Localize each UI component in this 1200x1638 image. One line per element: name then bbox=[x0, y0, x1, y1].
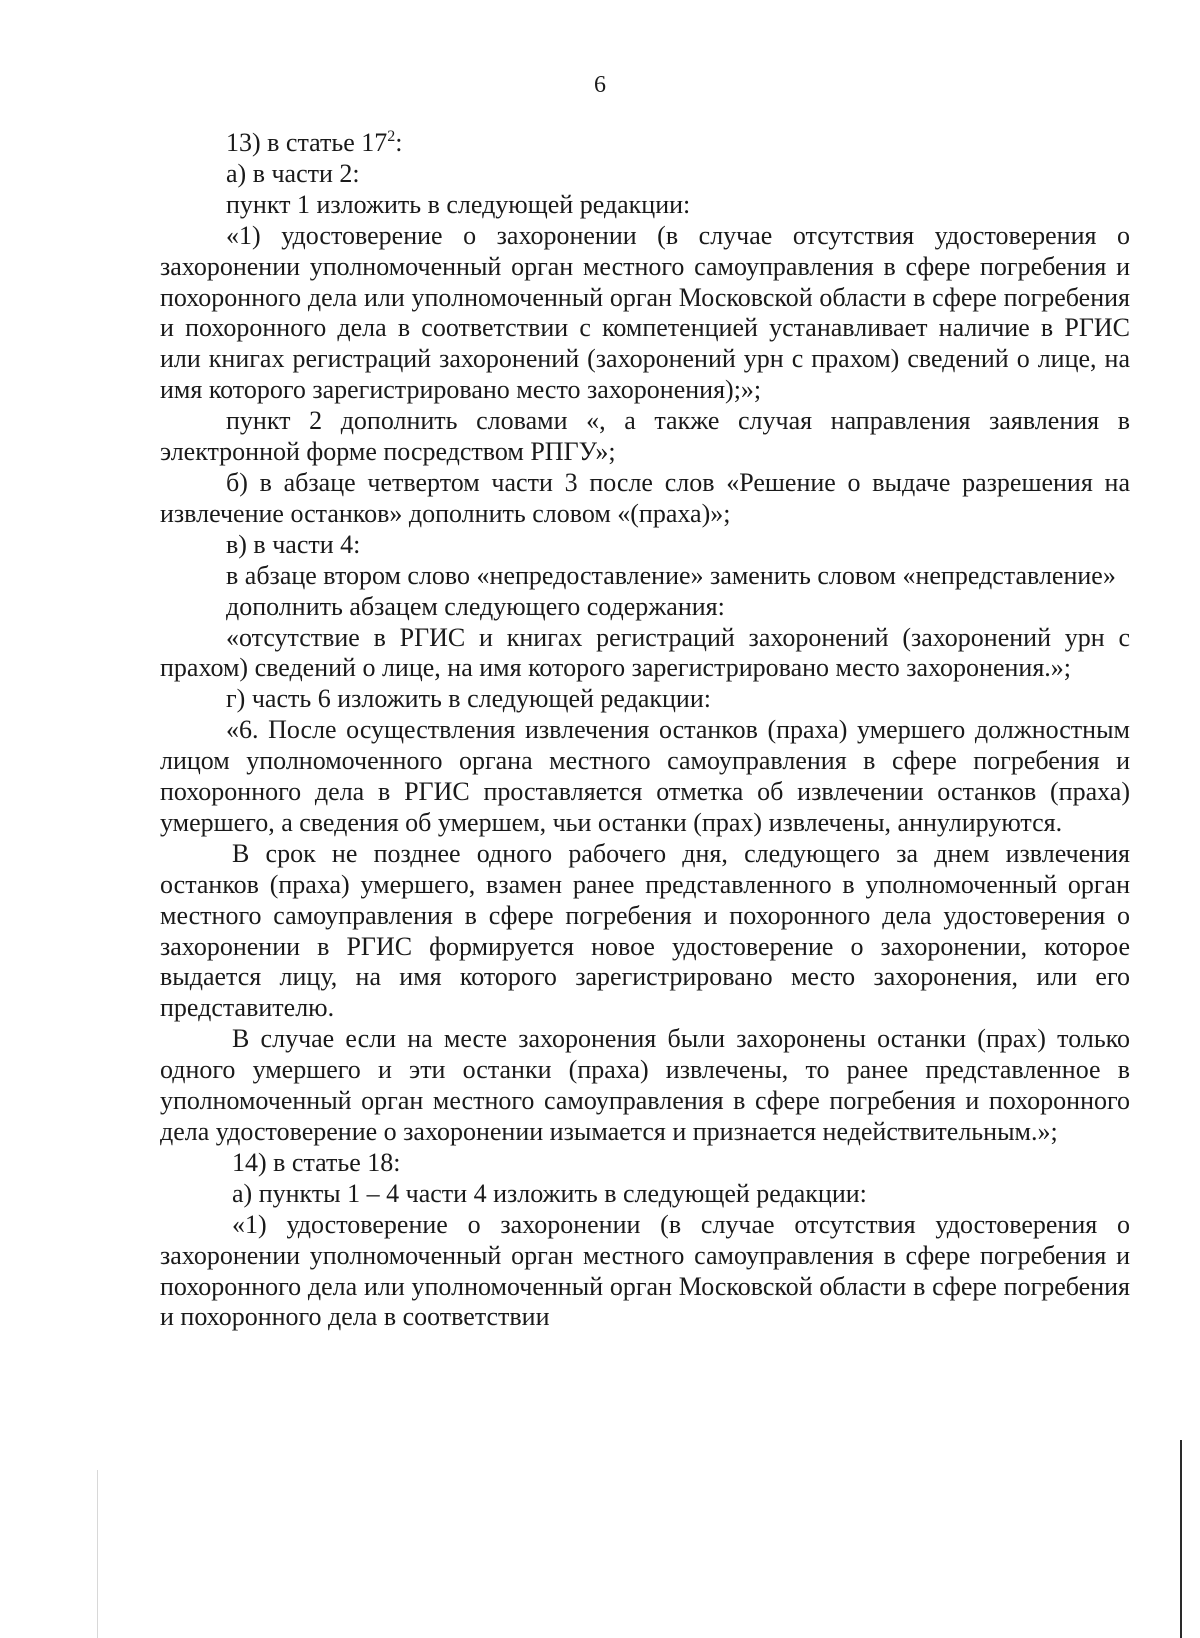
paragraph: а) пункты 1 – 4 части 4 изложить в следующей редакции: bbox=[232, 1178, 867, 1208]
paragraph: «1) удостоверение о захоронении (в случае отсутствия удостоверения о захоронении уполномоченный орган местного самоуправления в сфере погребения и похоронного дела или уполномоченный орган Московской области в сфере погребения и похоронного дела в соответствии с компетенцией устанавливает наличие в РГИС или книгах регистраций захоронений (захоронений урн с прахом) сведений о лице, на имя которого зарегистрировано место захоронения);»; bbox=[160, 220, 1130, 405]
paragraph: пункт 2 дополнить словами «, а также случая направления заявления в электронной форме посредством РПГУ»; bbox=[160, 406, 1130, 467]
paragraph: «отсутствие в РГИС и книгах регистраций захоронений (захоронений урн с прахом) сведений о лице, на имя которого зарегистрировано место захоронения.»; bbox=[160, 622, 1130, 683]
paragraph: «1) удостоверение о захоронении (в случае отсутствия удостоверения о захоронении уполномоченный орган местного самоуправления в сфере погребения и похоронного дела или уполномоченный орган Московской области в сфере погребения и похоронного дела в соответствии bbox=[160, 1209, 1130, 1332]
paragraph: б) в абзаце четвертом части 3 после слов «Решение о выдаче разрешения на извлечение останков» дополнить словом «(праха)»; bbox=[160, 467, 1130, 528]
paragraph: 14) в статье 18: bbox=[232, 1147, 401, 1177]
paragraph: В случае если на месте захоронения были захоронены останки (прах) только одного умершего и эти останки (праха) извлечены, то ранее представленное в уполномоченный орган местного самоуправления в сфере погребения и похоронного дела удостоверение о захоронении изымается и признается недействительным.»; bbox=[160, 1024, 1130, 1146]
paragraph: В срок не позднее одного рабочего дня, следующего за днем извлечения останков (праха) умершего, взамен ранее представленного в уполномоченный орган местного самоуправления в сфере погребения и похоронного дела удостоверения о захоронении в РГИС формируется новое удостоверение о захоронении, которое выдается лицу, на имя которого зарегистрировано место захоронения, или его представителю. bbox=[160, 838, 1130, 1023]
paragraph: г) часть 6 изложить в следующей редакции: bbox=[226, 684, 711, 714]
paragraph: в) в части 4: bbox=[226, 529, 361, 559]
article-13-heading: 13) в статье 17 bbox=[226, 128, 388, 157]
paragraph: а) в части 2: bbox=[226, 158, 360, 188]
page-number: 6 bbox=[594, 72, 606, 98]
article-superscript: 2 bbox=[387, 128, 396, 145]
scan-margin-line bbox=[97, 1470, 98, 1638]
paragraph: пункт 1 изложить в следующей редакции: bbox=[226, 189, 691, 219]
document-body bbox=[160, 128, 1130, 1333]
scan-edge-mark bbox=[1180, 1440, 1182, 1638]
paragraph: «6. После осуществления извлечения останков (праха) умершего должностным лицом уполномоченного органа местного самоуправления в сфере погребения и похоронного дела в РГИС проставляется отметка об извлечении останков (праха) умершего, а сведения об умершем, чьи останки (прах) извлечены, аннулируются. bbox=[160, 715, 1130, 837]
paragraph: дополнить абзацем следующего содержания: bbox=[226, 591, 725, 621]
paragraph-article-13 bbox=[160, 128, 1130, 159]
article-13-colon: : bbox=[395, 128, 403, 157]
paragraph: в абзаце втором слово «непредоставление» заменить словом «непредставление» bbox=[226, 560, 1116, 590]
